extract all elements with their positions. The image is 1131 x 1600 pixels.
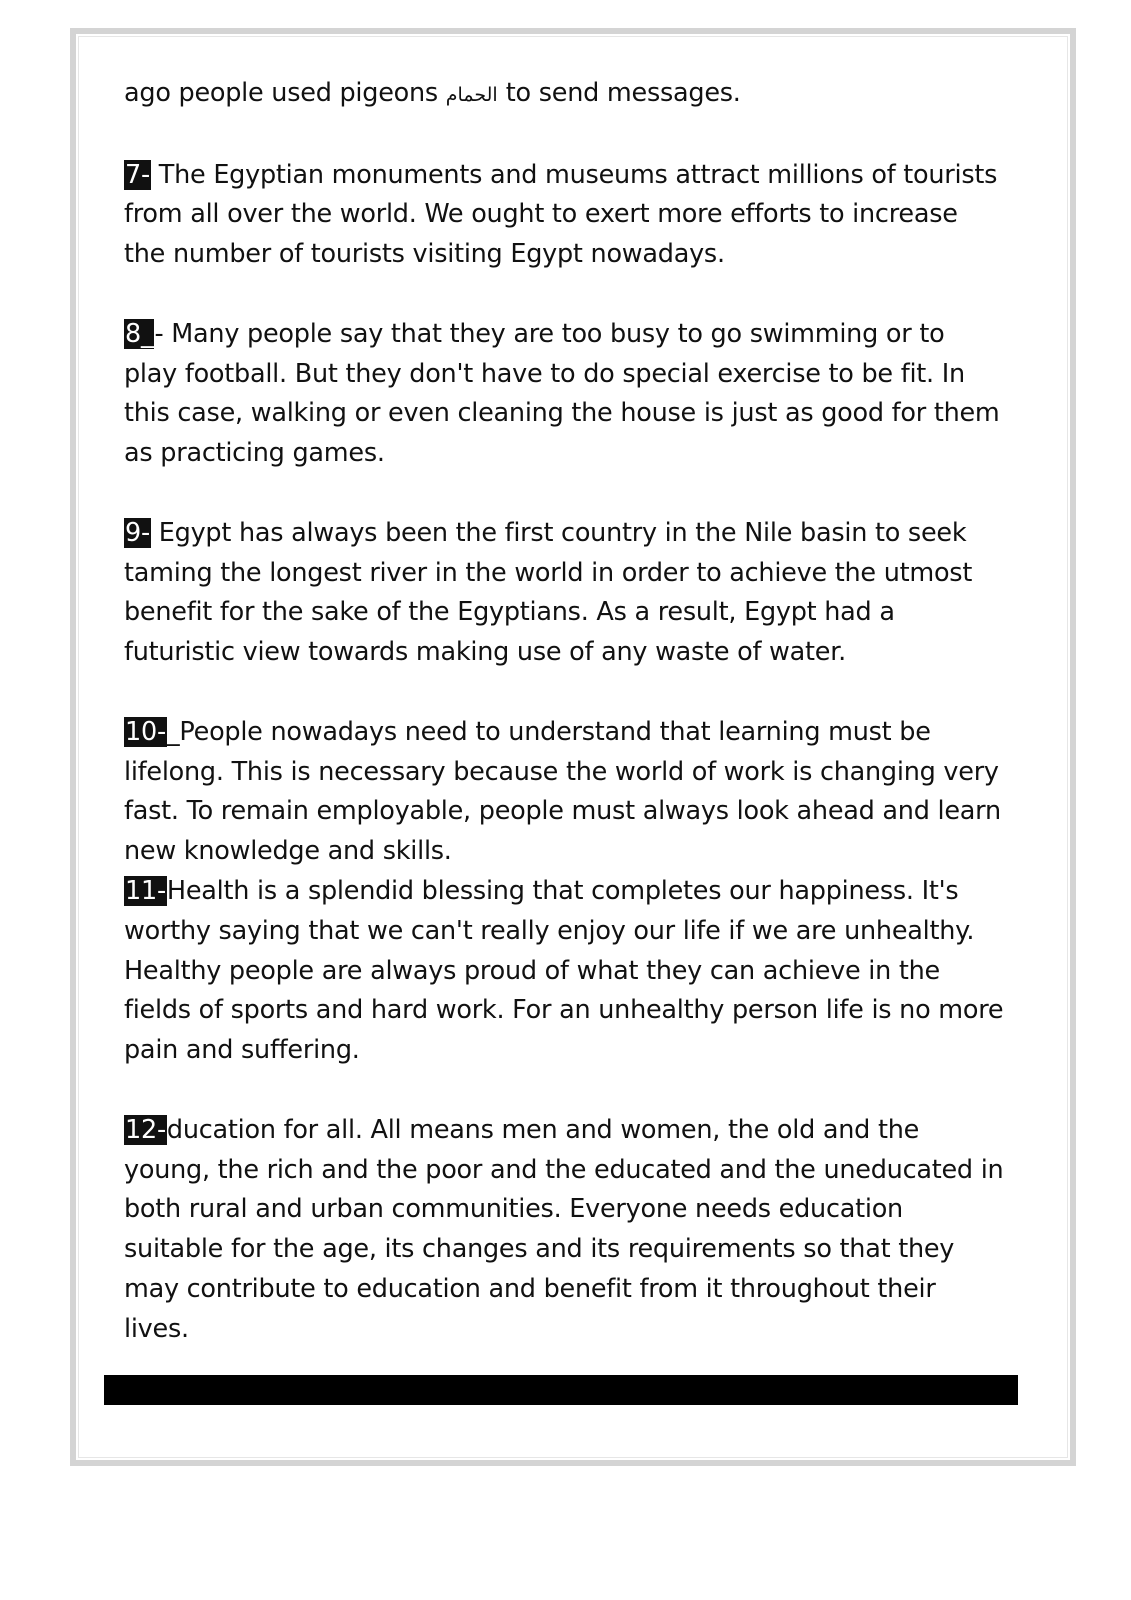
paragraph-text: The Egyptian monuments and museums attract millions of tourists from all over the world. We ought to exert more efforts to increase the number of tourists visiting Egypt nowadays. (124, 159, 998, 270)
paragraph-text: _People nowadays need to understand that learning must be lifelong. This is necessary because the world of work is changing very fast. To remain employable, people must always look ahead and learn new knowledge and skills. (124, 716, 1001, 867)
paragraph-text: Egypt has always been the first country in the Nile basin to seek taming the longest river in the world in order to achieve the utmost benefit for the sake of the Egyptians. As a result, Egypt had a futuristic view towards making use of any waste of water. (124, 517, 973, 668)
paragraph-number: 10- (125, 716, 166, 747)
arabic-word: الحمام (445, 84, 498, 106)
intro-text-start: ago people used pigeons (124, 78, 446, 108)
intro-paragraph (124, 74, 1004, 116)
paragraph-number: 12- (125, 1114, 166, 1145)
paragraph-text: - Many people say that they are too busy to go swimming or to play football. But they don't have to do special exercise to be fit. In this case, walking or even cleaning the house is just as good for them as practicing games. (124, 318, 1000, 469)
paragraph-11 (124, 872, 1004, 1071)
paragraph-number: 9- (125, 517, 150, 548)
paragraph-number: 8_ (125, 318, 154, 349)
paragraph-number: 7- (125, 159, 150, 190)
paragraph-text: ducation for all. All means men and women, the old and the young, the rich and the poor and the educated and the uneducated in both rural and urban communities. Everyone needs education suitable for the age, its changes and its requirements so that they may contribute to education and benefit from it throughout their lives. (124, 1114, 1004, 1344)
paragraph-9 (124, 514, 1004, 673)
paragraph-8 (124, 315, 1004, 474)
paragraph-number: 11- (125, 875, 166, 906)
intro-text-end: to send messages. (497, 78, 741, 108)
paragraph-7 (124, 156, 1004, 275)
footer-divider-bar (104, 1375, 1018, 1405)
paragraph-10 (124, 713, 1004, 872)
paragraph-12 (124, 1111, 1004, 1350)
document-body (124, 74, 1004, 1350)
paragraph-text: Health is a splendid blessing that completes our happiness. It's worthy saying that we can't really enjoy our life if we are unhealthy. Healthy people are always proud of what they can achieve in the fields of sports and hard work. For an unhealthy person life is no more pain and suffering. (124, 875, 1004, 1066)
